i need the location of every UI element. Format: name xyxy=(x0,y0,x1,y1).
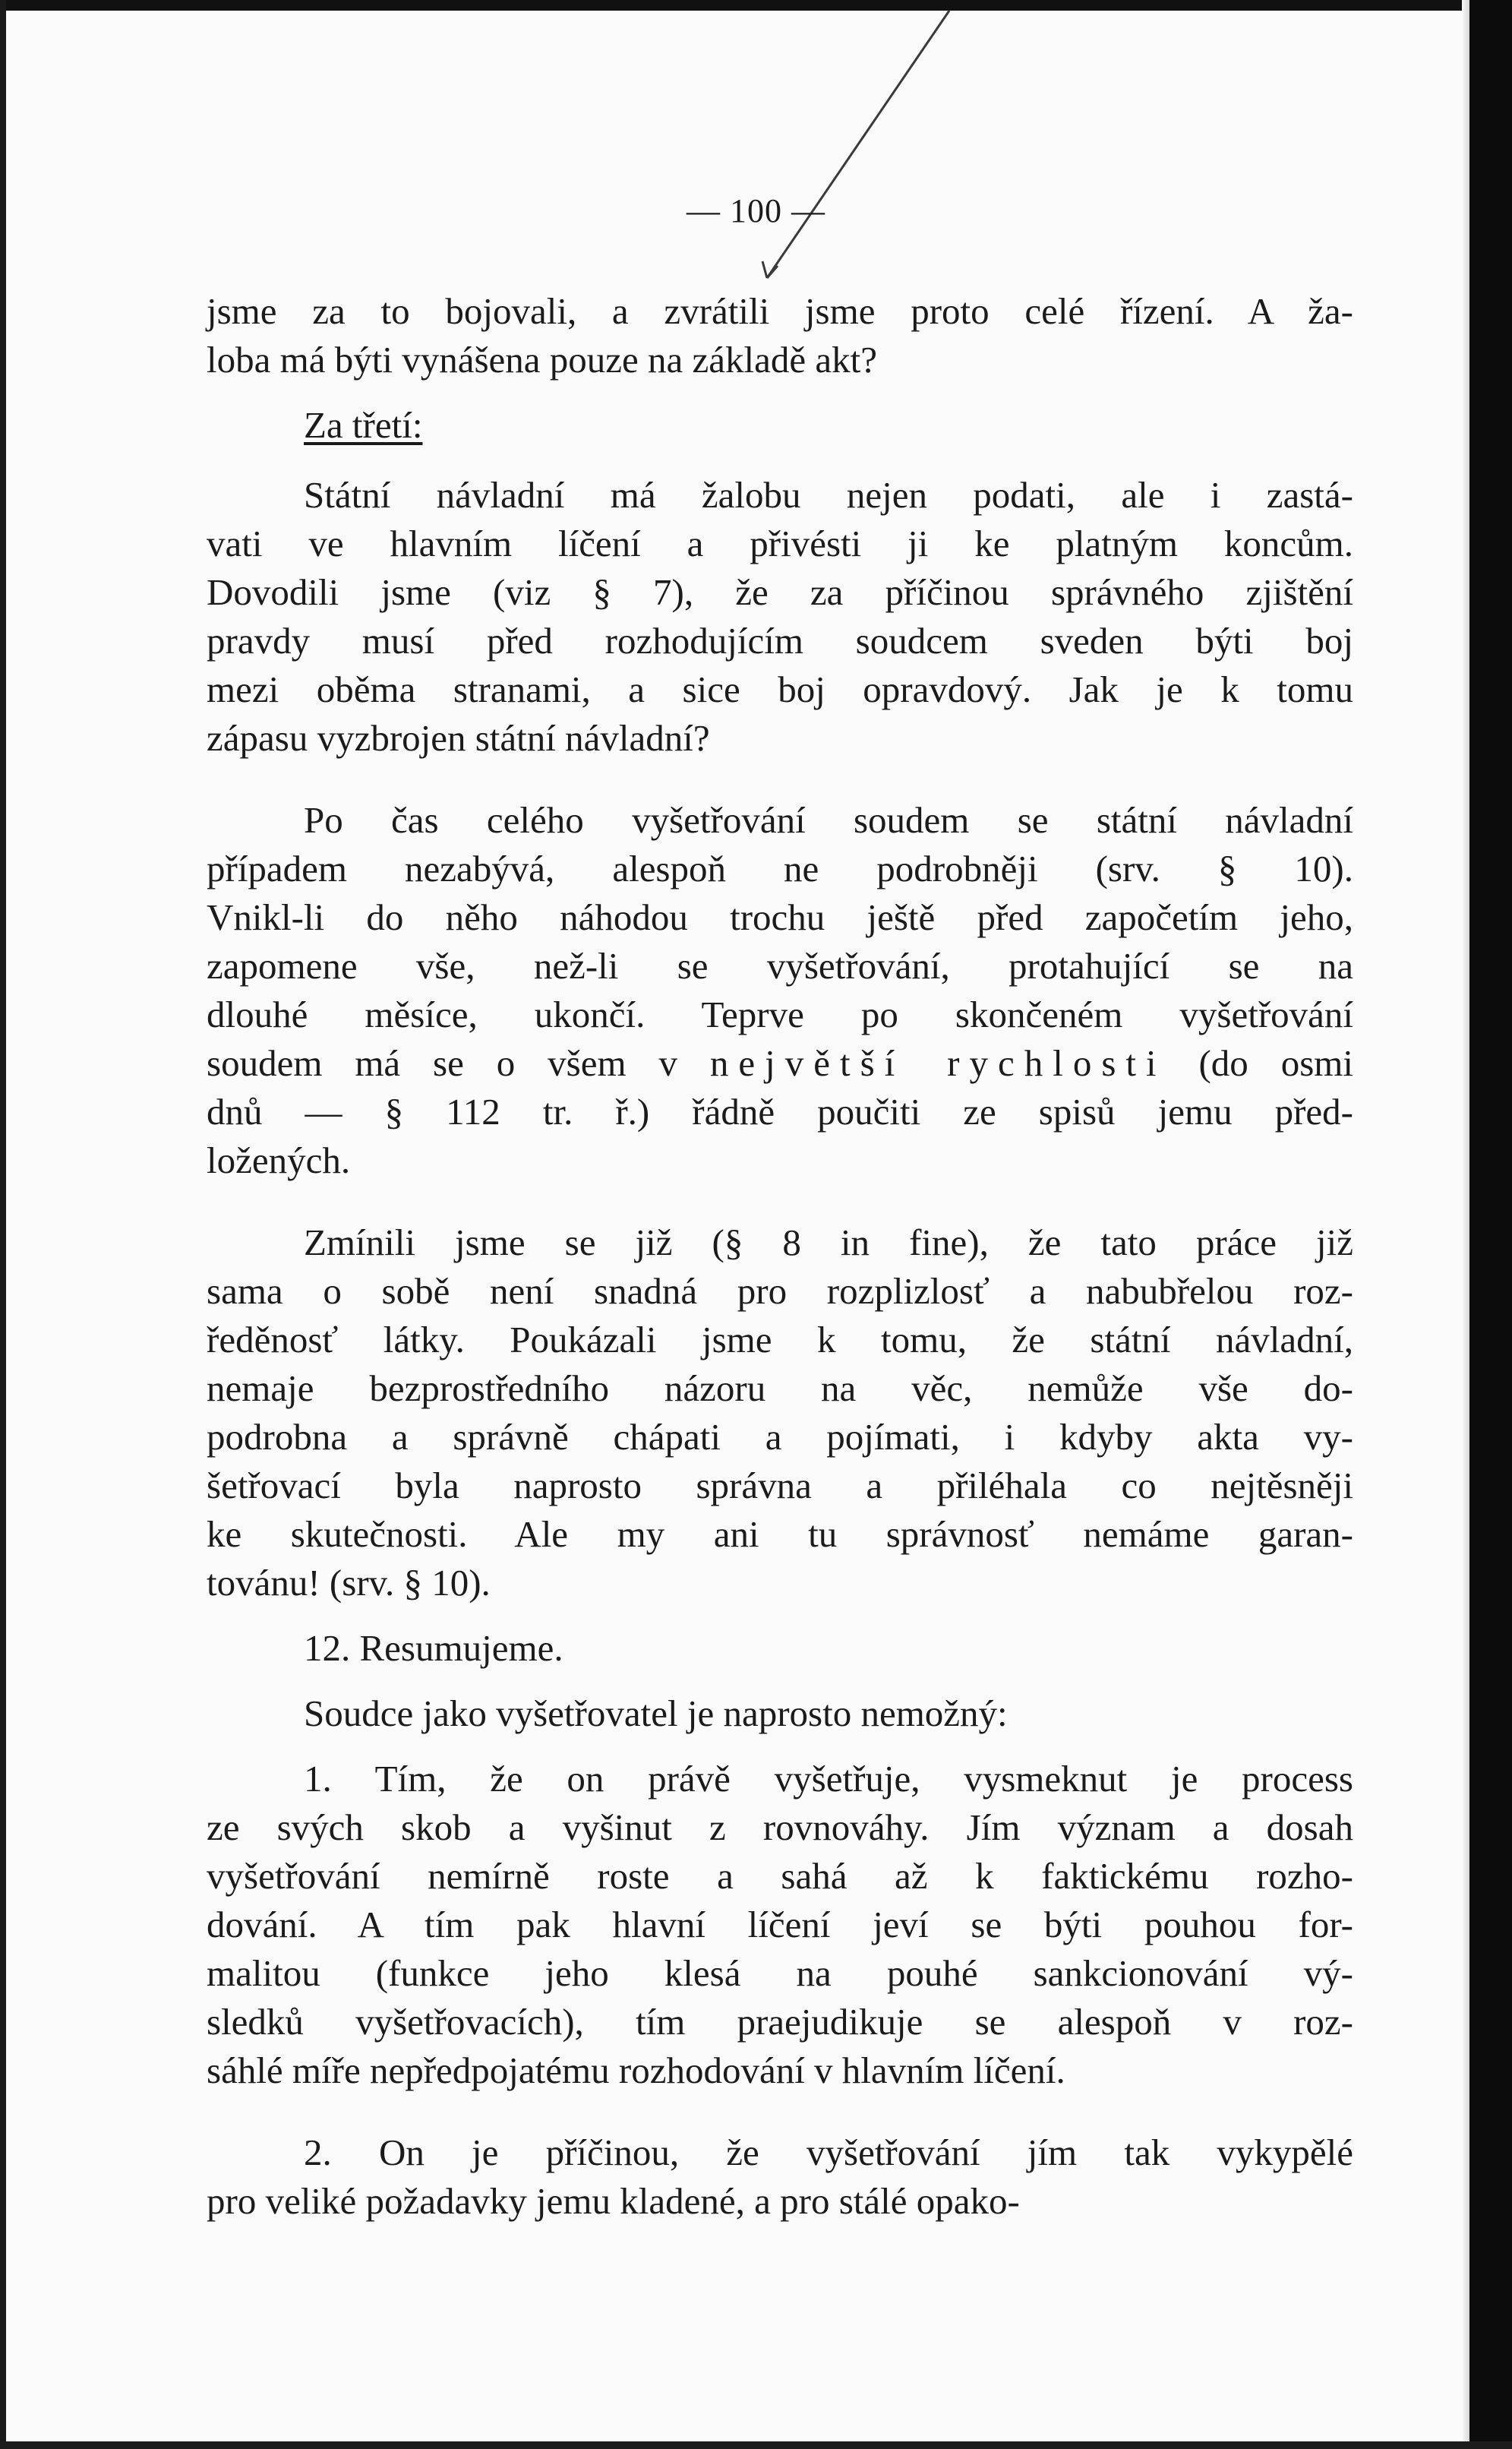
text-line: dlouhé měsíce, ukončí. Teprve po skončeném vyšetřování xyxy=(207,994,1353,1035)
text-line: Soudce jako vyšetřovatel je naprosto nemožný: xyxy=(304,1692,1008,1734)
text-run: (do osmi xyxy=(1166,1042,1353,1084)
text-line: Zmínili jsme se již (§ 8 in fine), že tato práce již xyxy=(304,1221,1353,1263)
scan-edge-bottom xyxy=(0,2441,1512,2449)
text-line: dování. A tím pak hlavní líčení jeví se býti pouhou for- xyxy=(207,1904,1353,1945)
text-line: případem nezabývá, alespoň ne podrobněji (srv. § 10). xyxy=(207,848,1353,890)
page-number: — 100 — xyxy=(687,192,825,229)
section-heading-label: Za třetí: xyxy=(304,404,423,446)
text-line: malitou (funkce jeho klesá na pouhé sankcionování vý- xyxy=(207,1952,1353,1994)
text-line: 2. On je příčinou, že vyšetřování jím tak vykypělé xyxy=(304,2131,1353,2173)
text-line: mezi oběma stranami, a sice boj opravdový. Jak je k tomu xyxy=(207,668,1353,710)
text-line: pro veliké požadavky jemu kladené, a pro stálé opako- xyxy=(207,2180,1020,2222)
text-line: vyšetřování nemírně roste a sahá až k faktickému rozho- xyxy=(207,1855,1353,1897)
text-line: zápasu vyzbrojen státní návladní? xyxy=(207,717,710,759)
text-line: dnů — § 112 tr. ř.) řádně poučiti ze spisů jemu před- xyxy=(207,1091,1353,1133)
text-line: sama o sobě není snadná pro rozplizlosť a nabubřelou roz- xyxy=(207,1270,1353,1312)
section-heading xyxy=(207,401,1353,450)
text-line: jsme za to bojovali, a zvrátili jsme proto celé řízení. A ža- xyxy=(207,290,1353,332)
page-body xyxy=(207,287,1353,2226)
text-line: pravdy musí před rozhodujícím soudcem sveden býti boj xyxy=(207,620,1353,662)
text-line: šetřovací byla naprosto správna a přiléhala co nejtěsněji xyxy=(207,1465,1353,1506)
text-line: sáhlé míře nepředpojatému rozhodování v hlavním líčení. xyxy=(207,2049,1065,2091)
scan-edge-right-shadow xyxy=(1462,0,1469,2449)
section-number-heading: 12. Resumujeme. xyxy=(304,1627,563,1669)
scan-edge-left xyxy=(0,0,6,2449)
text-line: zapomene vše, než-li se vyšetřování, protahující se na xyxy=(207,945,1353,987)
text-line: vati ve hlavním líčení a přivésti ji ke platným koncům. xyxy=(207,523,1353,564)
text-line: ložených. xyxy=(207,1139,351,1181)
text-line: ze svých skob a vyšinut z rovnováhy. Jím význam a dosah xyxy=(207,1806,1353,1848)
text-line: Vnikl-li do něho náhodou trochu ještě před započetím jeho, xyxy=(207,896,1353,938)
scan-edge-right xyxy=(1469,0,1512,2449)
text-line: Po čas celého vyšetřování soudem se státní návladní xyxy=(304,799,1353,841)
text-line: ředěnosť látky. Poukázali jsme k tomu, že státní návladní, xyxy=(207,1319,1353,1360)
text-line: loba má býti vynášena pouze na základě akt? xyxy=(207,339,877,381)
text-line: sledků vyšetřovacích), tím praejudikuje se alespoň v roz- xyxy=(207,2001,1353,2043)
text-line: nemaje bezprostředního názoru na věc, nemůže vše do- xyxy=(207,1367,1353,1409)
text-line: podrobna a správně chápati a pojímati, i kdyby akta vy- xyxy=(207,1416,1353,1458)
text-line: Dovodili jsme (viz § 7), že za příčinou správného zjištění xyxy=(207,571,1353,613)
text-line: ke skutečnosti. Ale my ani tu správnosť nemáme garan- xyxy=(207,1513,1353,1555)
text-line xyxy=(207,1039,1353,1088)
text-line: 1. Tím, že on právě vyšetřuje, vysmeknut je process xyxy=(304,1758,1353,1800)
text-run: soudem má se o všem v xyxy=(207,1042,710,1084)
emphasized-text: největší rychlosti xyxy=(709,1042,1166,1084)
text-line: továnu! (srv. § 10). xyxy=(207,1562,491,1604)
text-line: Státní návladní má žalobu nejen podati, ale i zastá- xyxy=(304,474,1353,516)
